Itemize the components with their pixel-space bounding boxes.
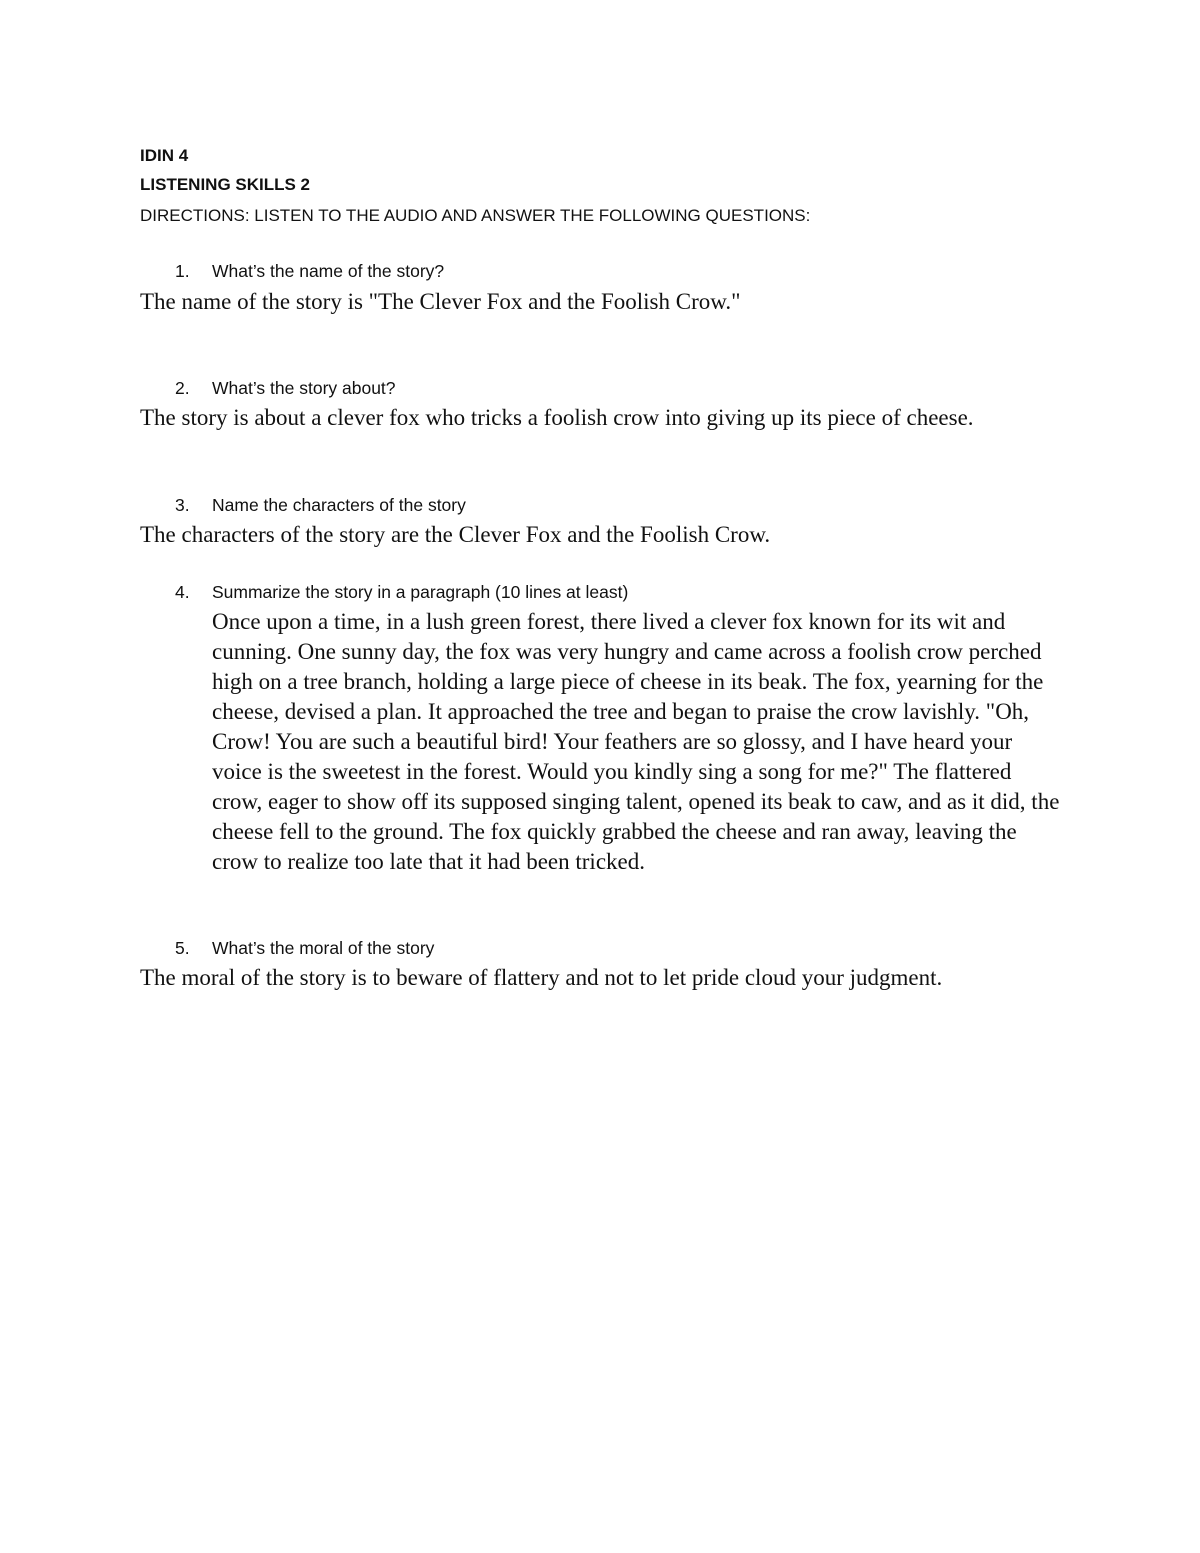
answer-5: The moral of the story is to beware of flattery and not to let pride cloud your judgment. xyxy=(140,965,943,990)
question-text: What’s the name of the story? xyxy=(212,261,445,281)
worksheet-title: LISTENING SKILLS 2 xyxy=(140,175,311,194)
question-5 xyxy=(175,937,434,959)
answer-1: The name of the story is "The Clever Fox and the Foolish Crow." xyxy=(140,289,741,314)
question-number: 3. xyxy=(175,495,190,515)
answer-2: The story is about a clever fox who tricks a foolish crow into giving up its piece of cheese. xyxy=(140,405,974,430)
answer-3: The characters of the story are the Clever Fox and the Foolish Crow. xyxy=(140,522,771,547)
question-text: Name the characters of the story xyxy=(212,495,466,515)
question-number: 1. xyxy=(175,261,190,281)
question-text: What’s the story about? xyxy=(212,378,396,398)
question-text: Summarize the story in a paragraph (10 lines at least) xyxy=(212,582,629,602)
question-4 xyxy=(175,581,628,603)
question-number: 2. xyxy=(175,378,190,398)
question-2 xyxy=(175,377,396,399)
question-number: 4. xyxy=(175,582,190,602)
question-1 xyxy=(175,260,444,282)
course-code: IDIN 4 xyxy=(140,146,189,165)
answer-4-summary: Once upon a time, in a lush green forest, there lived a clever fox known for its wit and cunning. One sunny day, the fox was very hungry and came across a foolish crow perched high on a tree branch, holding a large piece of cheese in its beak. The fox, yearning for the cheese, devised a plan. It approached the tree and began to praise the crow lavishly. "Oh, Crow! You are such a beautiful bird! Your feathers are so glossy, and I have heard your voice is the sweetest in the forest. Would you kindly sing a song for me?" The flattered crow, eager to show off its supposed singing talent, opened its beak to caw, and as it did, the cheese fell to the ground. The fox quickly grabbed the cheese and ran away, leaving the crow to realize too late that it had been tricked. xyxy=(212,609,1060,874)
directions-text: DIRECTIONS: LISTEN TO THE AUDIO AND ANSWER THE FOLLOWING QUESTIONS: xyxy=(140,206,811,225)
question-text: What’s the moral of the story xyxy=(212,938,435,958)
question-3 xyxy=(175,494,466,516)
question-number: 5. xyxy=(175,938,190,958)
